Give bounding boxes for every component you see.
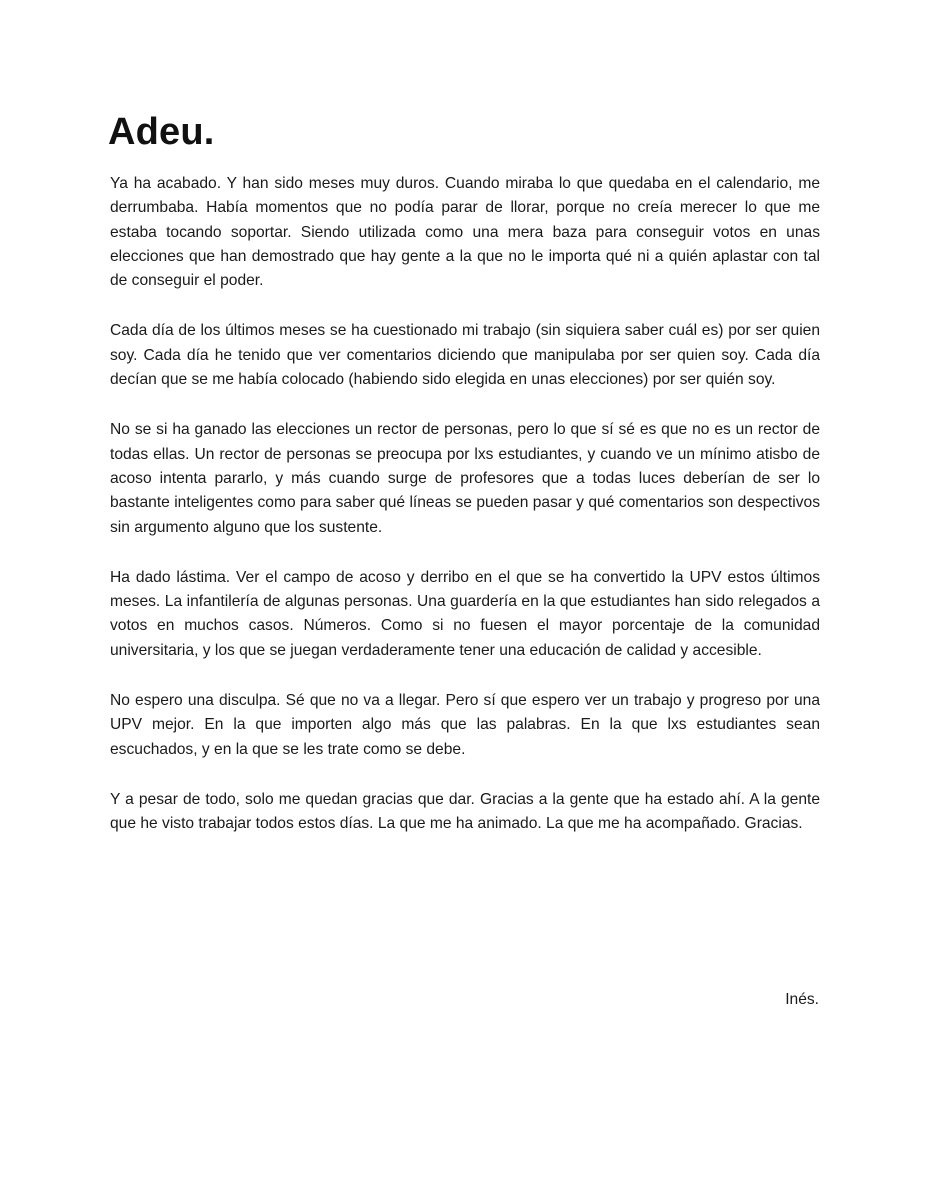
letter-title: Adeu. [108,111,215,153]
paragraph-4: Ha dado lástima. Ver el campo de acoso y derribo en el que se ha convertido la UPV estos últimos meses. La infantilería de algunas personas. Una guardería en la que estudiantes han sido relegados a votos en muchos casos. Números. Como si no fuesen el mayor porcentaje de la comunidad universitaria, y los que se juegan verdaderamente tener una educación de calidad y accesible. [110,568,820,659]
paragraph-6: Y a pesar de todo, solo me quedan gracias que dar. Gracias a la gente que ha estado ahí. A la gente que he visto trabajar todos estos días. La que me ha animado. La que me ha acompañado. Gracias. [110,790,820,833]
paragraph-5: No espero una disculpa. Sé que no va a llegar. Pero sí que espero ver un trabajo y progreso por una UPV mejor. En la que importen algo más que las palabras. En la que lxs estudiantes sean escuchados, y en la que se les trate como se debe. [110,692,820,758]
letter-body [110,172,820,863]
paragraph-3: No se si ha ganado las elecciones un rector de personas, pero lo que sí sé es que no es un rector de todas ellas. Un rector de personas se preocupa por lxs estudiantes, y cuando ve un mínimo atisbo de acoso intenta pararlo, y más cuando surge de profesores que a todas luces deberían de ser lo bastante inteligentes como para saber qué líneas se pueden pasar y qué comentarios son despectivos sin argumento alguno que los sustente. [110,421,820,536]
paragraph-1: Ya ha acabado. Y han sido meses muy duros. Cuando miraba lo que quedaba en el calendario, me derrumbaba. Había momentos que no podía parar de llorar, porque no creía merecer lo que me estaba tocando soportar. Siendo utilizada como una mera baza para conseguir votos en unas elecciones que han demostrado que hay gente a la que no le importa qué ni a quién aplastar con tal de conseguir el poder. [110,175,820,290]
paragraph-2: Cada día de los últimos meses se ha cuestionado mi trabajo (sin siquiera saber cuál es) por ser quien soy. Cada día he tenido que ver comentarios diciendo que manipulaba por ser quien soy. Cada día decían que se me había colocado (habiendo sido elegida en unas elecciones) por ser quién soy. [110,322,820,389]
signature: Inés. [785,991,819,1008]
